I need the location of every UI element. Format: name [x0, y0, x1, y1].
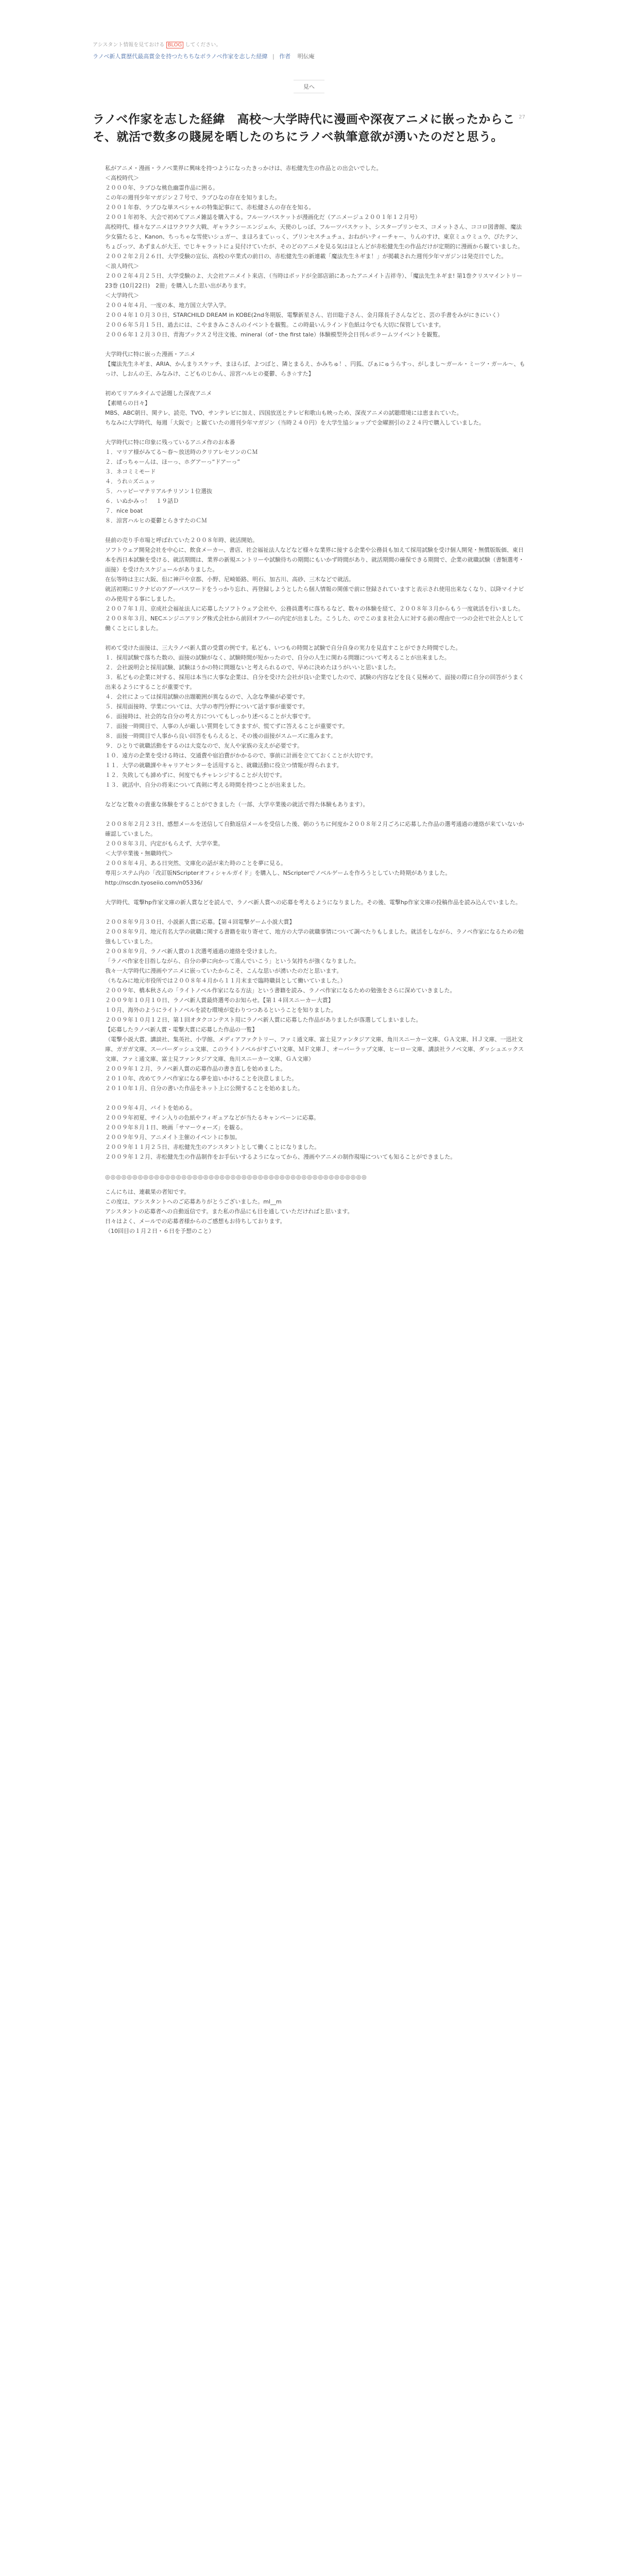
notice-badge[interactable]: BLOG	[166, 42, 184, 48]
view-count: 27	[519, 114, 525, 120]
author-link[interactable]: 明伝庵	[297, 53, 315, 60]
notice-suffix: してください。	[185, 42, 221, 48]
page-wrapper	[93, 0, 525, 1246]
breadcrumb-title-link[interactable]: ラノベ新人賞歴代最高賞金を持つたちちなボラノベ作家を志した経緯	[93, 53, 268, 60]
article-paragraph: 昼前の売り手市場と呼ばれていた２００８年時、就活開始。 ソフトウェア開発会社を中心に、飲食メーカー、書店、社会福祉法人などなど様々な業界に接する企業や公務員も加えて採用試験を受け個人開発・無償版販価、東日本を西日本試験を受ける、就活期間は、業界の新規エントリーや試験待ちの期間にもいかず時間があり、就活期間の確保できる期間で、企業の就職試験（書類選考・面接）を受けたスケジュールがありました。 在伝等時は主に大阪、但に神戸や京都、小野、尼崎姫路、明石、加古川、高砂、三木などで就活。 就活初期にリクナビのアグーパスワードをうっかり忘れ、再登録しようとしたら個人情報の関係で前に登録されていますと表示され使用出来なくなり、以降マイナビのみ使用する事にしました。 ２００７年１月、京成社会福祉法人に応募したソフトウェア会社や、公務員選考に落ちるなど、数々の体験を経て、２００８年３月からもう一度就活を行いました。 ２００８年３月、NECエンジニアリング株式会社から前回オフパーの内定が出ました。こうした、のでこのまま社会人に対する前の理由で一つの会社で社会人として働くことにしました。	[105, 537, 524, 632]
notice-prefix: アシスタント情報を見ておける	[93, 42, 165, 48]
article-paragraph: 大学時代、電撃hp作家文庫の新人賞などを読んで、ラノベ新人賞への応募を考えるようになりました。その後、電撃hp作家文庫の投稿作品を読み込んでいました。	[105, 899, 521, 906]
article-paragraph: ２００８年９月３０日、小説新人賞に応募。【第４回電撃ゲーム小説大賞】 ２００８年９月、地元有名大学の就職に関する書籍を取り寄せて、地方の大学の就職事情について調べたりもしました。就活をしながら、ラノベ作家になるための勉強もしていました。 ２００８年９月、ラノベ新人賞の１次選考通過の連絡を受けました。 「ラノベ作家を目指しながら、自分の夢に向かって進んでいこう」という気持ちが強くなりました。 我々一大学時代に漫画やアニメに嵌っていたからこそ、こんな思いが湧いたのだと思います。 （ちなみに地元市役所では２００８年４月から１１月末まで臨時職員として働いていました。） ２００９年、橋本秋さんの「ライトノベル作家になる方法」という書籍を読み、ラノベ作家になるための勉強をさらに深めていきました。 ２００９年１０月１０日、ラノベ新人賞最終選考のお知らせ。【第１４回スニーカー大賞】 １０月、海外のようにライトノベルを読む環境が変わりつつあるということを知りました。 ２００９年１０月１２日、第１回オタクコンテスト用にラノベ新人賞に応募した作品がありましたが落選してしまいました。 【応募したラノベ新人賞・電撃大賞に応募した作品の一覧】 （電撃小説大賞、講談社、集英社、小学館、メディアファクトリー、ファミ通文庫、富士見ファンタジア文庫、角川スニーカー文庫、ＧＡ文庫、ＨＪ文庫、一迅社文庫、ガガガ文庫、スーパーダッシュ文庫、このライトノベルがすごい!文庫、ＭＦ文庫Ｊ、オーバーラップ文庫、ヒーロー文庫、講談社ラノベ文庫、ダッシュエックス文庫、ファミ通文庫、富士見ファンタジア文庫、角川スニーカー文庫、ＧＡ文庫） ２００９年１２月、ラノベ新人賞の応募作品の書き直しを始めました。 ２０１０年、改めてラノベ作家になる夢を追いかけることを決意しました。 ２０１０年１月、自分の書いた作品をネット上に公開することを始めました。	[105, 919, 524, 1092]
article-body	[93, 163, 525, 1236]
share-label: 見へ	[303, 83, 315, 90]
article-paragraph: 大学時代に特に印象に残っているアニメ作のお本番 １．マリア様がみてる〜春〜放送時のクリアレセソンのＣＭ ２．ぱっちゃーんは、ほーっ、ホグアーっ“ドアーっ” ３．ネコミミモード ４．うれ☆ズニュッ ５．ハッピーマテリアルチリソン１位選抜 ６．いぬかみっ！ １９話Ｄ ７．nice boat ８．涼宮ハルヒの憂鬱とらきすたのＣＭ	[105, 439, 258, 524]
article-paragraph: ２００９年４月、バイトを始める。 ２００９年初夏、サイン入りの色紙やフィギュアなどが当たるキャンペーンに応募。 ２００９年８月１日、映画「サマーウォーズ」を観る。 ２００９年９月、アニメイト主催のイベントに参加。 ２００９年１１月２５日、赤松健先生のアシスタントとして働くことになりました。 ２００９年１２月、赤松健先生の作品制作をお手伝いするようになってから、漫画やアニメの制作現場についても知ることができました。	[105, 1105, 456, 1160]
article-paragraph: 大学時代に特に嵌った漫画・アニメ 【魔法先生ネギま、ARIA、かんまりスケッチ、まほらば、よつばと、隣とまるえ、かみちゅ！、円狐、ぴぁにゅうらすっ、がしまし〜ガール・ミーツ・ガール〜、もっけ、しおんの王、みなみけ、こどものじかん、涼宮ハルヒの憂鬱、らき☆すた】	[105, 351, 525, 377]
article-paragraph: ２００８年２月２３日、感想メールを送信して自動返信メールを受信した後、朝のうちに何度か２００８年２月ごろに応募した作品の選考通過の連絡が来ていないか確認していました。 ２００８年３月、内定がもらえず、大学卒業。 ＜大学卒業後・無職時代＞ ２００８年４月、ある日突然、文庫化の話が来た時のことを夢に見る。 専用システム内の「改訂版NScripterオフィシャルガイド」を購入し、NScripterでノベルゲームを作ろうとしていた時期がありました。 http://nscdn.tyoseiio.com/n05336/	[105, 821, 524, 886]
article-paragraph: 初めて受けた面接は、三大ラノベ新人賞の受賞の例です。私ども、いつもの時間と試験で自分自身の実力を見直すことができた時間でした。 １．採用試験で落ちた数の、面接の試験がなく、試験時間が短かったので、自分の人生に関わる問題について考えることが出来ました。 ２．会社説明会と採用試験、試験ほうかの特に問題ないと考えられるので、早めに決めたほうがいいと思いました。 ３．私どもの企業に対する、採用は本当に大事な企業は、自分を受けた会社が良い企業でしたので、試験の内容などを良く見極めて、面接の際に自分の回答がうまく出来るようにすることが重要です。 ４．会社によっては採用試験の出題範囲が異なるので、入念な準備が必要です。 ５．採用面接時、学業については、大学の専門分野について話す事が重要です。 ６．面接時は、社会的な自分の考え方についてもしっかり述べることが大事です。 ７．面接一時間目で、人事の人が厳しい質問をしてきますが、慌てずに答えることが重要です。 ８．面接一時間目で人事から良い回答をもらえると、その後の面接がスムーズに進みます。 ９．ひとりで就職活動をするのは大変なので、友人や家族の支えが必要です。 １０．遠方の企業を受ける時は、交通費や宿泊費がかかるので、事前に計画を立てておくことが大切です。 １１．大学の就職課やキャリアセンターを活用すると、就職活動に役立つ情報が得られます。 １２．失敗しても諦めずに、何度でもチャレンジすることが大切です。 １３．就活中、自分の将来について真剣に考える時間を持つことが出来ました。	[105, 645, 524, 788]
article-title: ラノベ作家を志した経緯 高校〜大学時代に漫画や深夜アニメに嵌ったからこそ、就活で数多の賤屍を晒したのちにラノベ執筆意欲が湧いたのだと思う。	[93, 113, 515, 144]
article-paragraph: などなど数々の貴重な体験をすることができました（一部、大学卒業後の就活で得た体験もあります）。	[105, 801, 369, 808]
article-paragraph: 初めてリアルタイムで話題した深夜アニメ 【素晴らの日々】 MBS、ABC朝日、関テレ、読売、TVO、サンテレビに加え、四国放送とテレビ和歌山も映っため、深夜アニメの試聴環境には恵まれていた。 ちなみに大学時代、毎週「大阪で」と観ていたの週刊少年マガジン（当時２４０円）を大学生協ショップで金曜割引の２２４円で購入していました。	[105, 390, 485, 426]
blog-notice	[93, 40, 525, 48]
breadcrumb	[93, 52, 525, 60]
breadcrumb-section: 作者	[279, 53, 291, 60]
article-paragraph: こんにちは、連載果の者知です。 この度は、アシスタントへのご応募ありがとうございました。ml__m アシスタントの応募者への自動返信です。また私の作品にも目を通していただければと思います。 日々はよく、メールでの応募者様からのご感想もお待ちしております。 （10回目の１月２日・６日を予想のこと）	[105, 1189, 353, 1234]
breadcrumb-separator: |	[272, 53, 274, 60]
divider: ◎◎◎◎◎◎◎◎◎◎◎◎◎◎◎◎◎◎◎◎◎◎◎◎◎◎◎◎◎◎◎◎◎◎◎◎◎◎◎◎◎◎◎◎◎◎◎◎	[105, 1174, 367, 1180]
share-button[interactable]	[294, 80, 324, 93]
article-paragraph: 私がアニメ・漫画・ラノベ業界に興味を持つようになったきっかけは、赤松健先生の作品との出会いでした。 ＜高校時代＞ ２０００年、ラブひな桃色幽霊作品に囲る。 この年の週刊少年マガジン２７号で、ラブひなの存在を知りました。 ２００１年春、ラブひな単スペシャルの特集記事にて、赤松健さんの存在を知る。 ２００１年初冬、大会で初めてアニメ雑誌を購入する。フルーツバスケットが漫画化だ（アニメージュ２００１年１２月号） 高校時代、様々なアニメはワクワク大戦、ギャラクシーエンジェル、天使のしっぽ、フルーツバスケット、シスタープリンセス、コメットさん、ココロ図書館、魔法少女猫たると、Kanon、ちっちゃな雪使いシュガー、まほろまてぃっく、プリンセスチュチュ、おねがいティーチャー、りんのすけ、東京ミュウミュウ、ぴたテン、ちょびっツ、あずまんが大王、でじキャラットにょ見付けていたが、そのどのアニメを見る気はほとんどが赤松健先生の作品だけが定期的に漫画から観ていました。 ２００２年２月２６日、大学受験の宣伝、高校の卒業式の前日の、赤松健先生の新連載「魔法先生ネギま！」が掲載された週刊少年マガジンは発売日でした。 ＜浪人時代＞ ２００２年４月２５日、大学受験のよ、大会社アニメイト来店、（当時はポッドが全部店頭にあったアニメイト吉祥寺）、「魔法先生ネギま! 第1巻クリスマイントリー23巻 (10月22日) 2冊」を購入した思い出があります。 ＜大学時代＞ ２００４年４月、一度の本、地方国立大学入学。 ２００４年１０月３０日、STARCHILD DREAM in KOBE(2nd冬期版、電撃新星さん、岩田聡子さん、金月隊長子さんなどと、芸の手書をみがにきにいく） ２００６年５月１５日、過去には、こやまきみこさんのイベントを観覧。この時最いんラインド色紙は今でも大切に保管しています。 ２００６年１２月３０日、青海ブックス２号注文後、mineral（of・the first tale）体験模型外会日刊ルポラームツイベントを観覧。	[105, 165, 524, 338]
